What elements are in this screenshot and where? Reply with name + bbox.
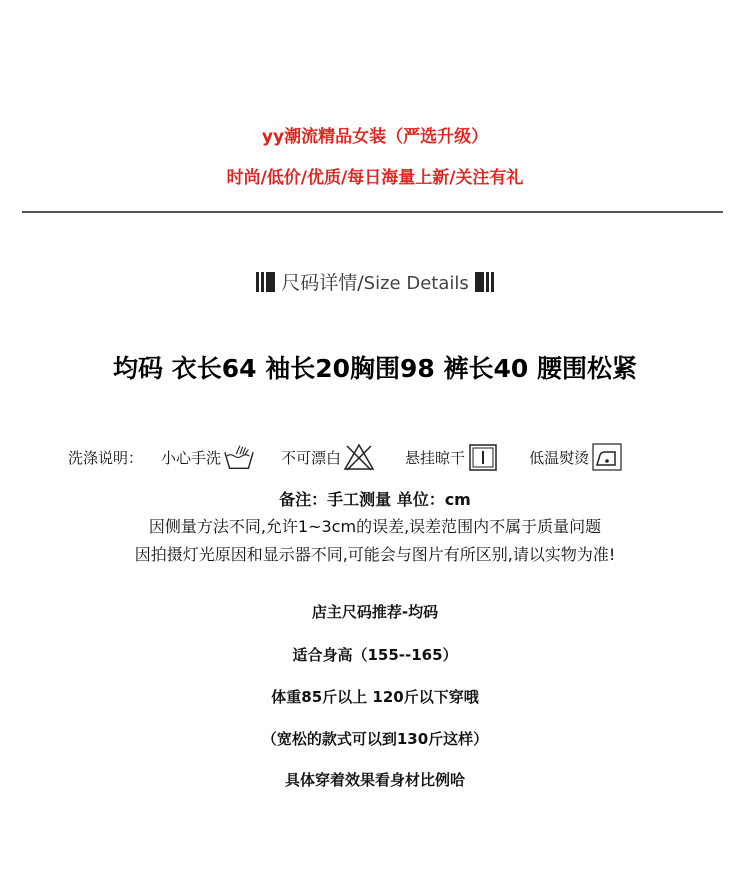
care-item-hand-wash [161, 442, 255, 472]
low-iron-icon [591, 442, 623, 472]
recommendation-loose-fit: （宽松的款式可以到130斤这样） [261, 730, 489, 748]
shop-title: yy潮流精品女装（严选升级） [261, 127, 489, 147]
recommendation-note: 具体穿着效果看身材比例哈 [284, 771, 465, 789]
section-title: 尺码详情/ [281, 272, 364, 294]
hang-dry-icon [467, 442, 499, 472]
recommendation-weight: 体重85斤以上 120斤以下穿哦 [271, 688, 479, 706]
shop-slogan: 时尚/低价/优质/每日海量上新/关注有礼 [226, 168, 524, 188]
recommendation-height: 适合身高（155--165） [292, 646, 458, 664]
note-tolerance: 因侧量方法不同,允许1~3cm的误差,误差范围内不属于质量问题 [148, 517, 602, 536]
care-item-no-bleach [281, 442, 375, 472]
care-text: 悬挂晾干 [405, 448, 466, 467]
left-bars-icon [256, 272, 275, 292]
care-instructions [68, 441, 623, 473]
section-title-en: Size Details [363, 273, 469, 294]
right-bars-icon [475, 272, 494, 292]
hand-wash-icon [223, 442, 255, 472]
no-bleach-icon [343, 442, 375, 472]
divider [22, 211, 723, 213]
note-color-difference: 因拍摄灯光原因和显示器不同,可能会与图片有所区别,请以实物为准! [134, 545, 616, 564]
care-item-low-iron [529, 442, 623, 472]
recommendation-size: 店主尺码推荐-均码 [311, 603, 439, 621]
care-item-hang-dry [405, 442, 499, 472]
care-text: 低温熨烫 [529, 448, 590, 467]
size-summary: 均码 衣长64 袖长20胸围98 裤长40 腰围松紧 [113, 354, 637, 383]
care-label: 洗涤说明： [68, 448, 144, 467]
section-header [0, 268, 750, 295]
note-measurement: 备注：手工测量 单位：cm [279, 490, 471, 509]
care-text: 小心手洗 [161, 448, 222, 467]
care-text: 不可漂白 [281, 448, 342, 467]
